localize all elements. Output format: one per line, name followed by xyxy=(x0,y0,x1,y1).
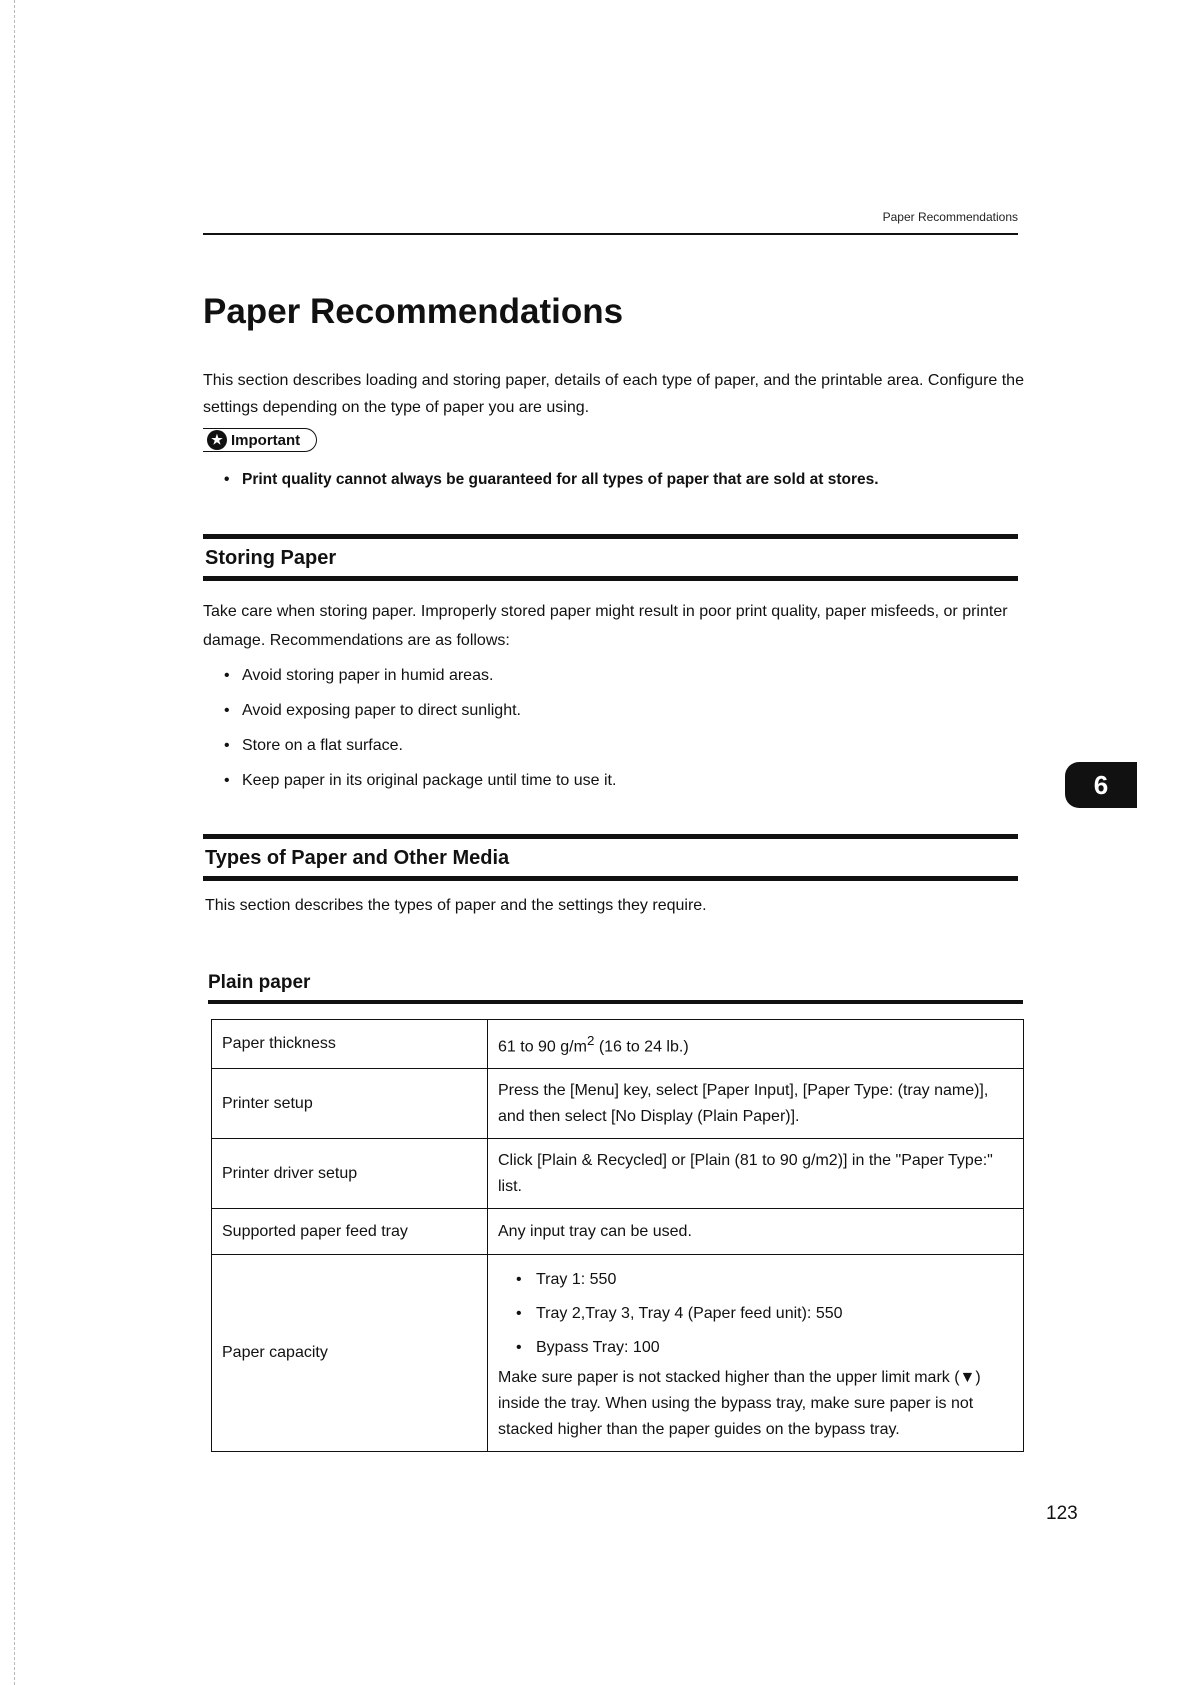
table-row xyxy=(212,1209,1024,1255)
intro-paragraph: This section describes loading and storing paper, details of each type of paper, and the printable area. Configure the settings depending on the type of paper you are using. xyxy=(203,372,1024,416)
storing-item: • Avoid exposing paper to direct sunlight. xyxy=(220,693,616,728)
running-header: Paper Recommendations xyxy=(882,210,1018,224)
storing-paper-section xyxy=(203,534,1018,581)
plain-paper-heading: Plain paper xyxy=(208,972,311,993)
table-row xyxy=(212,1020,1024,1069)
types-paragraph: This section describes the types of paper and the settings they require. xyxy=(205,897,707,914)
list-item: • Bypass Tray: 100 xyxy=(498,1331,1013,1365)
important-star-icon: ★ xyxy=(207,430,227,450)
storing-paper-heading: Storing Paper xyxy=(205,547,337,569)
storing-item: • Keep paper in its original package until time to use it. xyxy=(220,763,616,798)
row-label: Printer setup xyxy=(212,1069,488,1139)
chapter-tab: 6 xyxy=(1065,762,1137,808)
row-label: Printer driver setup xyxy=(212,1139,488,1209)
page-number: 123 xyxy=(1046,1503,1078,1524)
table-row xyxy=(212,1069,1024,1139)
types-section xyxy=(203,834,1018,881)
plain-paper-table xyxy=(211,1019,1024,1452)
important-item: • Print quality cannot always be guaranteed for all types of paper that are sold at stores. xyxy=(220,462,879,497)
row-label: Paper capacity xyxy=(212,1255,488,1452)
capacity-list xyxy=(498,1263,1013,1365)
important-label-text: Important xyxy=(231,431,301,449)
scan-edge-line xyxy=(14,0,16,1685)
section-rule-bottom xyxy=(203,576,1018,581)
header-rule xyxy=(203,233,1018,235)
storing-list xyxy=(220,658,616,798)
list-item: • Tray 2,Tray 3, Tray 4 (Paper feed unit): 550 xyxy=(498,1297,1013,1331)
storing-item: • Store on a flat surface. xyxy=(220,728,616,763)
plain-paper-rule xyxy=(208,1000,1023,1004)
table-row xyxy=(212,1255,1024,1452)
page-title: Paper Recommendations xyxy=(203,292,624,331)
row-value: Click [Plain & Recycled] or [Plain (81 to 90 g/m2)] in the "Paper Type:" list. xyxy=(488,1139,1024,1209)
section-rule-bottom xyxy=(203,876,1018,881)
storing-paragraph: Take care when storing paper. Improperly stored paper might result in poor print quality, paper misfeeds, or printer damage. Recommendations are as follows: xyxy=(203,603,1008,649)
table-row xyxy=(212,1139,1024,1209)
row-value: Press the [Menu] key, select [Paper Input], [Paper Type: (tray name)], and then select [No Display (Plain Paper)]. xyxy=(488,1069,1024,1139)
list-item: • Tray 1: 550 xyxy=(498,1263,1013,1297)
row-label: Paper thickness xyxy=(212,1020,488,1069)
important-label xyxy=(203,428,317,452)
capacity-note: Make sure paper is not stacked higher than the upper limit mark (▼) inside the tray. When using the bypass tray, make sure paper is not stacked higher than the paper guides on the bypass tray. xyxy=(498,1369,981,1439)
row-value: Any input tray can be used. xyxy=(488,1209,1024,1255)
row-value: 61 to 90 $g/m^2$ (16 to 24 lb.) xyxy=(488,1020,1024,1069)
types-heading: Types of Paper and Other Media xyxy=(205,847,510,869)
important-list xyxy=(220,462,879,497)
row-label: Supported paper feed tray xyxy=(212,1209,488,1255)
storing-item: • Avoid storing paper in humid areas. xyxy=(220,658,616,693)
row-value xyxy=(488,1255,1024,1452)
